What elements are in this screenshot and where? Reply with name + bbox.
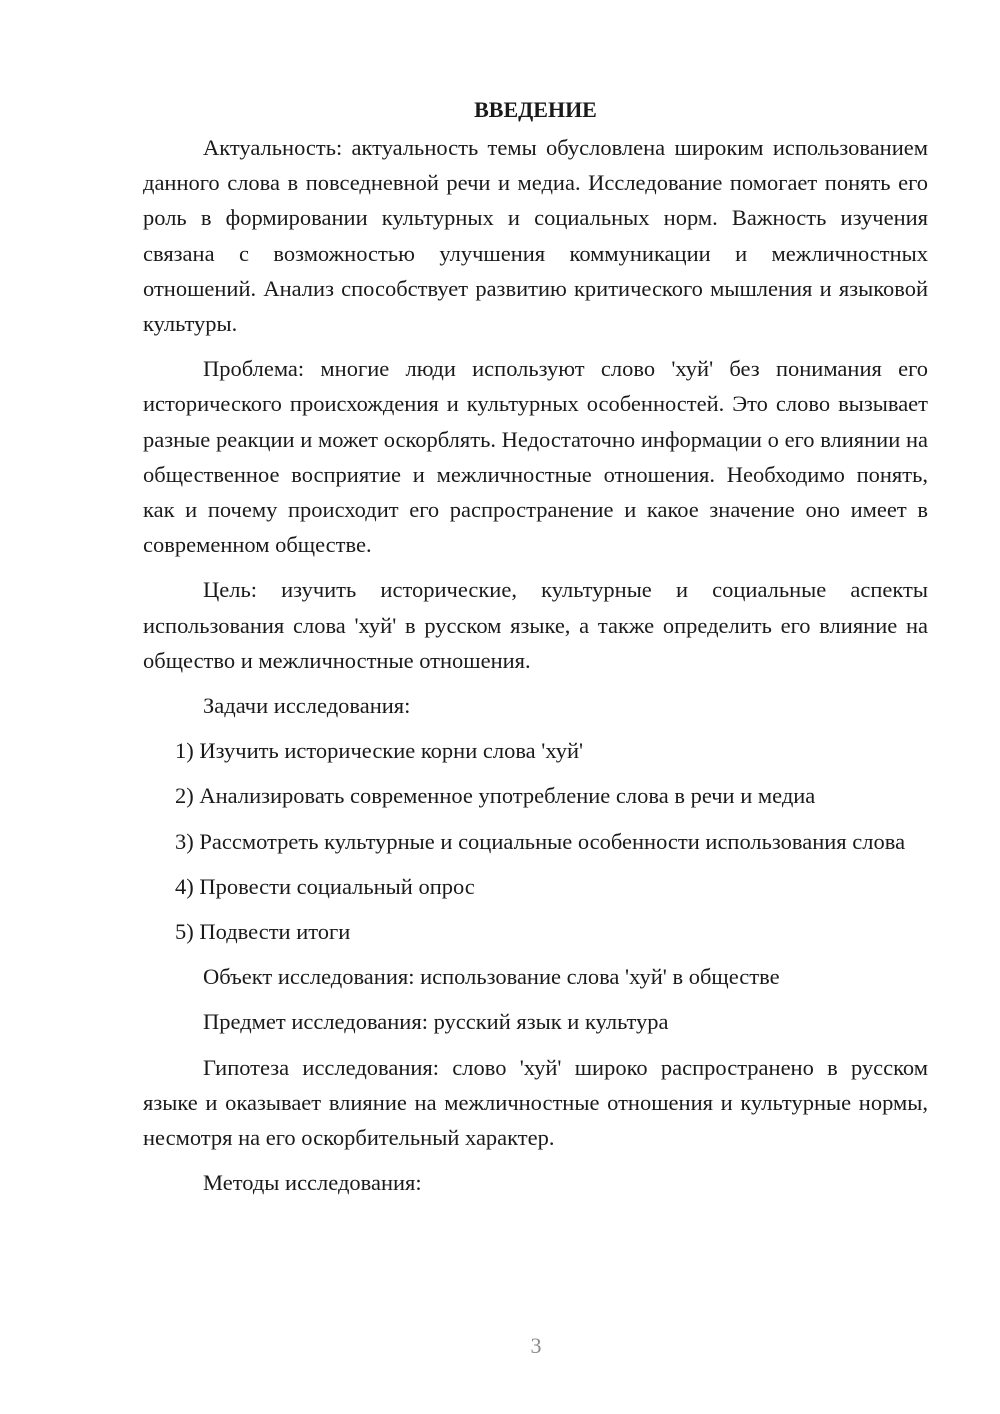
goal-paragraph: Цель: изучить исторические, культурные и социальные аспекты использования слова 'хуй' в русском языке, а также определить его влияние на общество и межличностные отношения.	[143, 577, 928, 673]
task-item-4: 4) Провести социальный опрос	[175, 873, 475, 899]
task-item-1: 1) Изучить исторические корни слова 'хуй'	[175, 738, 584, 764]
task-item-3: 3) Рассмотреть культурные и социальные особенности использования слова	[175, 828, 906, 854]
section-title: ВВЕДЕНИЕ	[474, 97, 597, 122]
methods-heading: Методы исследования:	[203, 1170, 422, 1196]
problem-paragraph: Проблема: многие люди используют слово 'хуй' без понимания его исторического происхождения и культурных особенностей. Это слово вызывает разные реакции и может оскорблять. Недостаточно информации о его влиянии на общественное восприятие и межличностные отношения. Необходимо понять, как и почему происходит его распространение и какое значение оно имеет в современном обществе.	[143, 356, 928, 558]
research-object: Объект исследования: использование слова 'хуй' в обществе	[203, 964, 780, 990]
page-number: 3	[530, 1333, 542, 1358]
task-item-5: 5) Подвести итоги	[175, 919, 351, 945]
task-item-2: 2) Анализировать современное употребление слова в речи и медиа	[175, 783, 816, 809]
research-hypothesis: Гипотеза исследования: слово 'хуй' широко распространено в русском языке и оказывает влияние на межличностные отношения и культурные нормы, несмотря на его оскорбительный характер.	[143, 1054, 928, 1151]
relevance-paragraph: Актуальность: актуальность темы обусловлена широким использованием данного слова в повседневной речи и медиа. Исследование помогает понять его роль в формировании культурных и социальных норм. Важность изучения связана с возможностью улучшения коммуникации и межличностных отношений. Анализ способствует развитию критического мышления и языковой культуры.	[143, 135, 928, 337]
page-content	[143, 92, 928, 1210]
research-subject: Предмет исследования: русский язык и культура	[203, 1009, 669, 1035]
tasks-heading: Задачи исследования:	[203, 693, 411, 719]
